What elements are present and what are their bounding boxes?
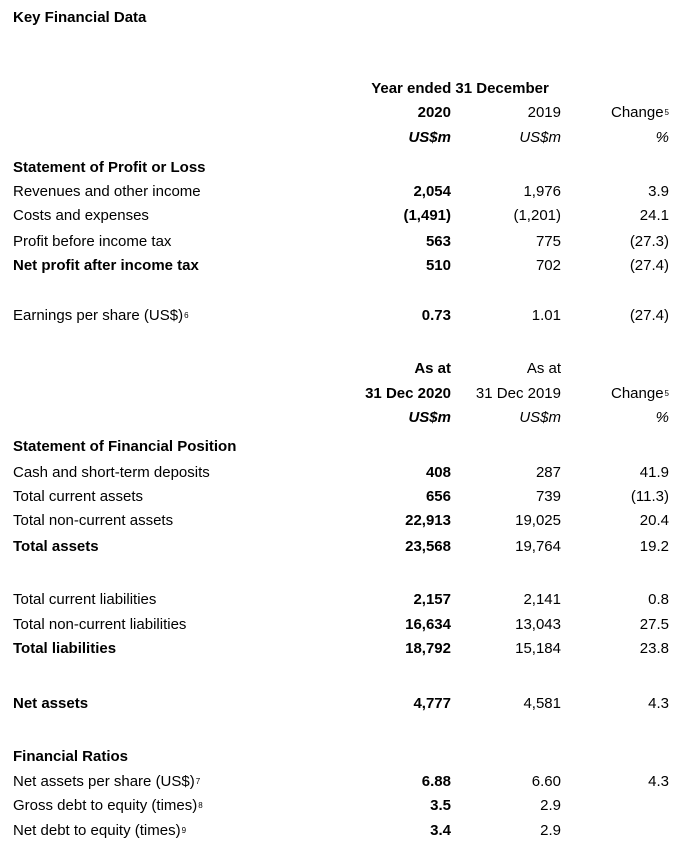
value-2019: 287 [535, 464, 561, 481]
value-2019: 775 [535, 233, 561, 250]
row-label: Gross debt to equity (times)$^8$ [13, 797, 203, 814]
row-label: Total assets [13, 538, 99, 555]
value-2020: 656 [425, 488, 451, 505]
value-2020: 6.88 [421, 773, 451, 790]
value-2020: 2,157 [413, 591, 451, 608]
value-2019: 1.01 [531, 307, 561, 324]
col-header-2020: 2020 [417, 104, 451, 121]
unit-2020: US$m [408, 129, 451, 146]
value-2019: 2,141 [523, 591, 561, 608]
value-2020: 18,792 [405, 640, 451, 657]
section-heading-ratios: Financial Ratios [13, 748, 129, 765]
value-change: 24.1 [639, 207, 669, 224]
unit-change: % [655, 129, 669, 146]
row-label: Net debt to equity (times)$^9$ [13, 822, 187, 839]
row-label: Cash and short-term deposits [13, 464, 210, 481]
col-header-date-2020: 31 Dec 2020 [365, 385, 451, 402]
section-heading-position: Statement of Financial Position [13, 438, 237, 455]
row-label: Net assets [13, 695, 89, 712]
value-2019: 19,025 [515, 512, 561, 529]
row-label: Total current assets [13, 488, 144, 505]
value-2020: 22,913 [405, 512, 451, 529]
unit-2019: US$m [519, 129, 561, 146]
section-heading-profit: Statement of Profit or Loss [13, 159, 206, 176]
value-2019: 2.9 [540, 797, 561, 814]
row-label: Net assets per share (US$)$^7$ [13, 773, 201, 790]
page-title: Key Financial Data [13, 9, 147, 26]
row-label: Total liabilities [13, 640, 117, 657]
value-2019: 739 [535, 488, 561, 505]
value-change: 41.9 [639, 464, 669, 481]
value-2019: 13,043 [515, 616, 561, 633]
row-label: Earnings per share (US$)$^6$ [13, 307, 189, 324]
row-label: Costs and expenses [13, 207, 149, 224]
value-2019: (1,201) [513, 207, 561, 224]
unit-2019: US$m [519, 409, 561, 426]
unit-change: % [655, 409, 669, 426]
value-change: 0.8 [648, 591, 669, 608]
value-2020: 2,054 [413, 183, 451, 200]
value-change: (27.4) [629, 257, 669, 274]
value-change: (11.3) [630, 488, 669, 505]
value-2019: 4,581 [523, 695, 561, 712]
col-header-2019: 2019 [527, 104, 561, 121]
value-change: 3.9 [648, 183, 669, 200]
value-change: (27.4) [629, 307, 669, 324]
value-2020: 4,777 [413, 695, 451, 712]
row-label: Total non-current liabilities [13, 616, 187, 633]
unit-2020: US$m [408, 409, 451, 426]
value-change: 20.4 [639, 512, 669, 529]
value-2020: 3.4 [430, 822, 451, 839]
col-header-asat-2019: As at [526, 360, 561, 377]
col-header-change: Change$^5$ [611, 104, 669, 121]
value-2020: 16,634 [405, 616, 451, 633]
value-change: 4.3 [648, 695, 669, 712]
value-2020: 408 [425, 464, 451, 481]
row-label: Total current liabilities [13, 591, 157, 608]
row-label: Revenues and other income [13, 183, 201, 200]
value-2019: 6.60 [531, 773, 561, 790]
col-header-asat-2020: As at [414, 360, 451, 377]
value-2019: 1,976 [523, 183, 561, 200]
value-2019: 702 [535, 257, 561, 274]
value-2020: 0.73 [421, 307, 451, 324]
value-2020: (1,491) [403, 207, 451, 224]
value-2020: 563 [425, 233, 451, 250]
col-header-date-2019: 31 Dec 2019 [475, 385, 561, 402]
value-change: 19.2 [639, 538, 669, 555]
period-header: Year ended 31 December [371, 80, 549, 97]
value-2020: 510 [425, 257, 451, 274]
row-label: Net profit after income tax [13, 257, 199, 274]
value-2019: 2.9 [540, 822, 561, 839]
value-change: (27.3) [629, 233, 669, 250]
value-2020: 3.5 [430, 797, 451, 814]
row-label: Profit before income tax [13, 233, 172, 250]
value-change: 4.3 [648, 773, 669, 790]
col-header-change: Change$^5$ [611, 385, 669, 402]
value-change: 23.8 [639, 640, 669, 657]
value-2019: 19,764 [515, 538, 561, 555]
row-label: Total non-current assets [13, 512, 174, 529]
value-change: 27.5 [639, 616, 669, 633]
value-2019: 15,184 [515, 640, 561, 657]
value-2020: 23,568 [405, 538, 451, 555]
